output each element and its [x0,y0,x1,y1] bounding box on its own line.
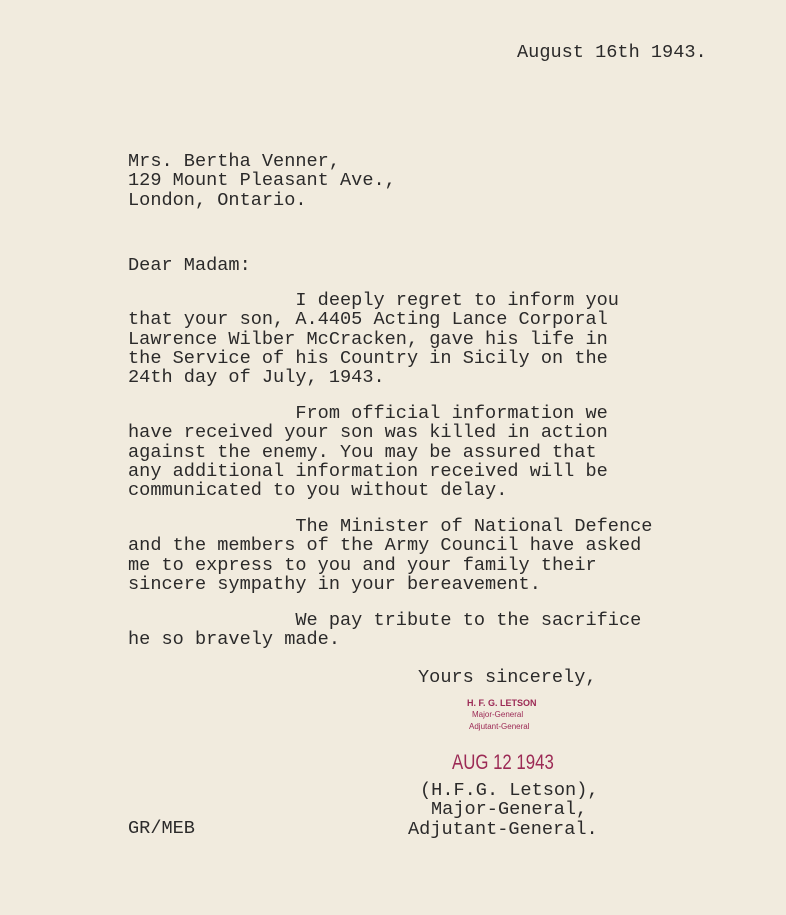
text-line: and the members of the Army Council have asked [128,535,642,557]
stamp-rank: Major-General [472,710,524,719]
address-line: Mrs. Bertha Venner, [128,151,341,172]
address-line: 129 Mount Pleasant Ave., [128,170,396,192]
text-line: 24th day of July, 1943. [128,367,385,389]
signature-line: Major-General, [431,799,588,821]
paragraph-3 [128,517,652,594]
text-line: From official information we [128,403,608,424]
text-line: have received your son was killed in action [128,422,608,444]
text-line: the Service of his Country in Sicily on the [128,347,608,369]
text-line: I deeply regret to inform you [128,290,619,311]
recipient-address [128,152,396,210]
address-line: London, Ontario. [128,189,307,211]
text-line: me to express to you and your family their [128,554,597,576]
signature-line: Adjutant-General. [408,818,598,840]
closing: Yours sincerely, [418,667,597,688]
reference-initials: GR/MEB [128,818,195,839]
letter-date: August 16th 1943. [517,42,707,63]
text-line: Lawrence Wilber McCracken, gave his life in [128,328,608,350]
text-line: We pay tribute to the sacrifice [128,610,642,631]
text-line: that your son, A.4405 Acting Lance Corporal [128,309,608,331]
text-line: communicated to you without delay. [128,480,508,502]
paragraph-1 [128,291,619,387]
text-line: The Minister of National Defence [128,516,653,537]
text-line: against the enemy. You may be assured that [128,441,597,463]
salutation: Dear Madam: [128,255,251,276]
paragraph-4 [128,611,641,650]
text-line: sincere sympathy in your bereavement. [128,573,541,595]
text-line: any additional information received will be [128,460,608,482]
signature-block [408,780,599,840]
paragraph-2 [128,404,608,500]
stamp-title: Adjutant-General [469,722,530,731]
text-line: he so bravely made. [128,629,341,651]
signature-line: (H.F.G. Letson), [420,780,599,801]
date-stamp: AUG 12 1943 [452,751,554,774]
stamp-name: H. F. G. LETSON [467,698,537,708]
